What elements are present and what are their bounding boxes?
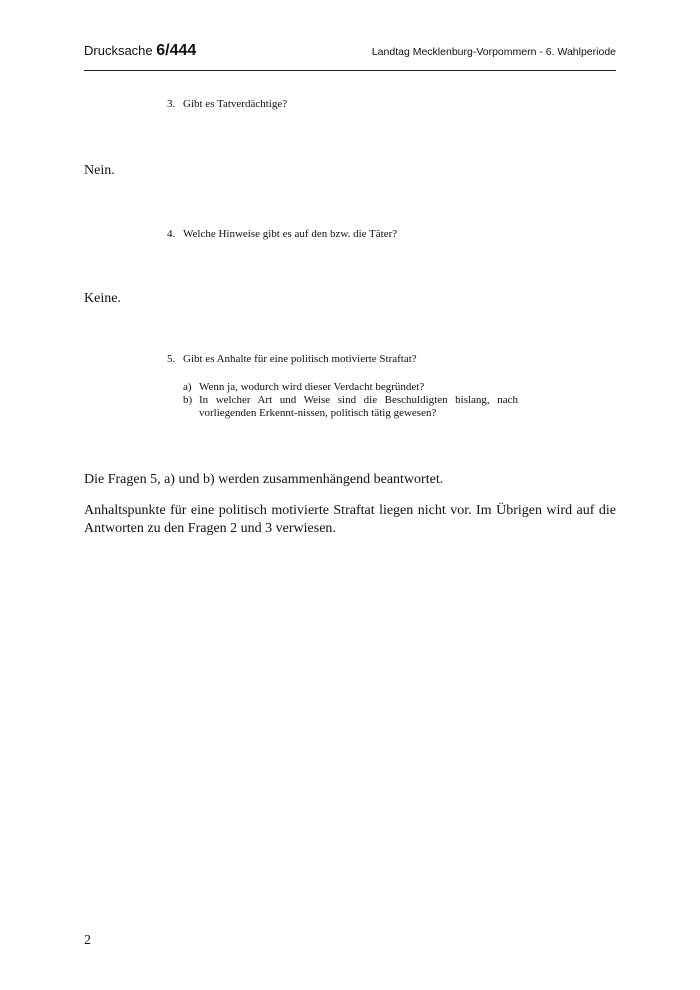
question-3	[167, 98, 287, 110]
document-label: Drucksache	[84, 43, 153, 58]
subquestion-label: b)	[183, 394, 193, 406]
parliament-name: Landtag Mecklenburg-Vorpommern - 6. Wahlperiode	[371, 46, 616, 58]
question-number: 5.	[167, 353, 176, 365]
document-number-value: 6/444	[156, 42, 197, 59]
answer-5-body: Anhaltspunkte für eine politisch motivierte Straftat liegen nicht vor. Im Übrigen wird auf die Antworten zu den Fragen 2 und 3 verwiesen.	[84, 503, 616, 536]
answer-4: Keine.	[84, 291, 121, 306]
question-5	[167, 353, 417, 365]
subquestion-text: Wenn ja, wodurch wird dieser Verdacht begründet?	[199, 381, 425, 393]
page-header	[84, 40, 616, 71]
subquestion-text: In welcher Art und Weise sind die Beschuldigten bislang, nach vorliegenden Erkennt-nissen, politisch tätig gewesen?	[199, 394, 518, 419]
question-text: Gibt es Tatverdächtige?	[183, 98, 288, 110]
question-text: Welche Hinweise gibt es auf den bzw. die Täter?	[183, 228, 398, 240]
answer-3: Nein.	[84, 163, 115, 178]
question-number: 3.	[167, 98, 176, 110]
answer-5-intro: Die Fragen 5, a) und b) werden zusammenhängend beantwortet.	[84, 472, 444, 487]
page-number: 2	[84, 933, 91, 948]
question-number: 4.	[167, 228, 176, 240]
subquestion-label: a)	[183, 381, 192, 393]
document-number	[84, 42, 196, 60]
question-5-subquestions	[183, 381, 518, 420]
question-4	[167, 228, 397, 240]
question-text: Gibt es Anhalte für eine politisch motivierte Straftat?	[183, 353, 417, 365]
subquestion-b	[183, 394, 518, 420]
subquestion-a	[183, 381, 518, 394]
